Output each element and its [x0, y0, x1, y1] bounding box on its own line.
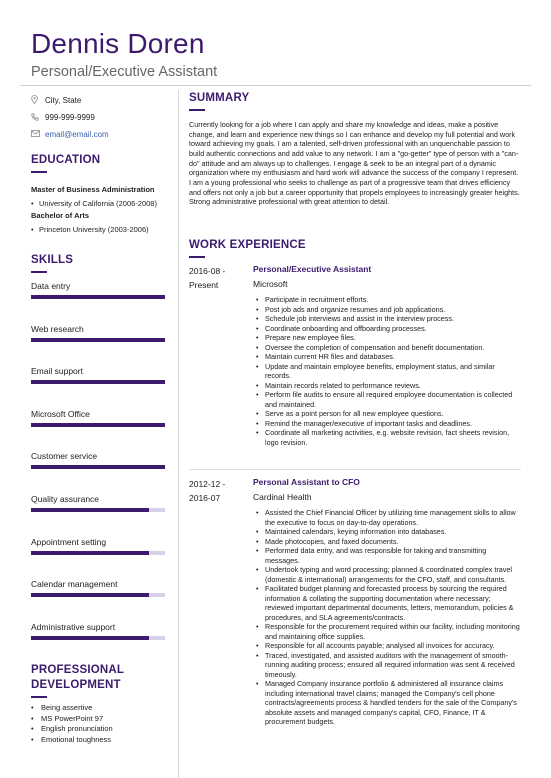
skill-level-bar	[31, 423, 165, 427]
skill-item	[31, 622, 167, 665]
job-dates	[189, 264, 247, 292]
skill-item	[31, 451, 167, 494]
education-section	[31, 154, 157, 234]
skill-level-fill	[31, 636, 149, 640]
header-divider	[20, 85, 531, 86]
job-bullet: • Coordinate onboarding and offboarding processes.	[265, 324, 521, 334]
skill-label: Email support	[31, 366, 83, 377]
job-bullet: • Maintain records related to performance reviews.	[265, 381, 521, 391]
education-school: • University of California (2006-2008)	[31, 199, 157, 208]
experience-heading-block	[189, 239, 306, 258]
job-bullet: • Perform file audits to ensure all required employee documentation is collected and maintained.	[265, 390, 521, 409]
skill-label: Web research	[31, 323, 84, 334]
location-pin-icon	[31, 95, 45, 106]
contact-email[interactable]	[31, 126, 167, 143]
skill-level-fill	[31, 508, 149, 512]
pd-item: • MS PowerPoint 97	[31, 714, 124, 725]
candidate-name: Dennis Doren	[31, 28, 205, 59]
job-bullet: • Maintain current HR files and databases.	[265, 352, 521, 362]
skill-item	[31, 494, 167, 537]
professional-development-section	[31, 664, 124, 745]
skill-level-fill	[31, 593, 149, 597]
skill-level-bar	[31, 636, 165, 640]
job-bullet: • Serve as a point person for all new employee questions.	[265, 409, 521, 419]
job-bullet: • Responsible for the procurement required within our facility, including monitoring and maintaining office supplies.	[265, 622, 521, 641]
skill-level-fill	[31, 295, 165, 299]
email-link[interactable]: email@email.com	[45, 130, 109, 139]
job-bullet: • Responsible for all accounts payable; analysed all invoices for accuracy.	[265, 641, 521, 651]
job-bullet: • Coordinate all marketing activities, e.g. website revision, fact sheets revision, logo revision.	[265, 428, 521, 447]
candidate-title: Personal/Executive Assistant	[31, 64, 218, 80]
job-bullet: • Oversee the completion of compensation and benefit documentation.	[265, 343, 521, 353]
experience-heading: WORK EXPERIENCE	[189, 239, 306, 251]
job-dates	[189, 477, 247, 505]
phone-icon	[31, 113, 45, 123]
skill-level-bar	[31, 380, 165, 384]
skill-item	[31, 366, 167, 409]
job-bullets	[265, 295, 521, 447]
education-degree: Bachelor of Arts	[31, 211, 90, 220]
education-degree: Master of Business Administration	[31, 185, 155, 194]
skill-level-fill	[31, 423, 165, 427]
pd-item: • Being assertive	[31, 703, 124, 714]
education-heading: EDUCATION	[31, 154, 101, 166]
job-title: Personal Assistant to CFO	[253, 477, 360, 487]
skill-label: Appointment setting	[31, 536, 107, 547]
skill-level-fill	[31, 338, 165, 342]
education-school: • Princeton University (2003-2006)	[31, 225, 157, 234]
job-bullets	[265, 508, 521, 727]
skill-label: Calendar management	[31, 579, 118, 590]
job-date-start: 2016-08 -	[189, 266, 226, 276]
contact-location	[31, 92, 167, 109]
skill-level-bar	[31, 465, 165, 469]
heading-underline	[189, 256, 205, 258]
job-bullet: • Schedule job interviews and assist in the interview process.	[265, 314, 521, 324]
job-bullet: • Maintained calendars, keying information into databases.	[265, 527, 521, 537]
job-bullet: • Prepare new employee files.	[265, 333, 521, 343]
job-bullet: • Remind the manager/executive of important tasks and deadlines.	[265, 419, 521, 429]
job-separator	[189, 469, 521, 470]
heading-underline	[31, 171, 47, 173]
job-bullet: • Participate in recruitment efforts.	[265, 295, 521, 305]
pd-heading-line2: DEVELOPMENT	[31, 679, 121, 691]
pd-heading-line1: PROFESSIONAL	[31, 664, 125, 676]
skill-label: Quality assurance	[31, 493, 100, 504]
skill-level-fill	[31, 465, 165, 469]
skill-level-bar	[31, 295, 165, 299]
contact-phone	[31, 109, 167, 126]
pd-item: • Emotional toughness	[31, 735, 124, 746]
heading-underline	[31, 271, 47, 273]
skill-level-bar	[31, 593, 165, 597]
job-company: Cardinal Health	[253, 492, 312, 502]
column-divider	[178, 90, 179, 778]
skill-level-bar	[31, 338, 165, 342]
job-bullet: • Assisted the Chief Financial Officer by utilizing time management skills to allow the executive to focus on day-to-day operations.	[265, 508, 521, 527]
heading-underline	[31, 696, 47, 698]
job-title: Personal/Executive Assistant	[253, 264, 372, 274]
skill-level-bar	[31, 508, 165, 512]
pd-list	[31, 703, 124, 745]
job-bullet: • Traced, investigated, and assisted auditors with the management of smooth-running auditing process; ensured all required information was sent & received timeously.	[265, 651, 521, 680]
skill-level-bar	[31, 551, 165, 555]
skill-item	[31, 324, 167, 367]
skill-label: Data entry	[31, 281, 71, 291]
right-column	[189, 92, 521, 726]
skill-item	[31, 579, 167, 622]
job-date-end: Present	[189, 280, 219, 290]
skills-section	[31, 254, 167, 664]
job-bullet: • Post job ads and organize resumes and job applications.	[265, 305, 521, 315]
job-bullet: • Facilitated budget planning and forecasted process by sourcing the required information & collating the supporting documentation where necessary; reviewed important departmental documents, letters, memorandum, policies & procedures, and SLA agreements/contracts.	[265, 584, 521, 622]
phone-text: 999-999-9999	[45, 113, 95, 122]
skill-level-fill	[31, 551, 149, 555]
job-bullet: • Managed Company insurance portfolio & administered all insurance claims including international travel claims; managed the Company's cell phone contracts/agreements process & handled tenders for the sale of the Company's absolute assets and managed company's capital, CFO, Finance, IT & procurement budgets.	[265, 679, 521, 727]
left-column	[31, 92, 167, 744]
location-text: City, State	[45, 96, 82, 105]
heading-underline	[189, 109, 205, 111]
job-bullet: • Made photocopies, and faxed documents.	[265, 537, 521, 547]
skill-level-fill	[31, 380, 165, 384]
job-date-start: 2012-12 -	[189, 479, 226, 489]
skill-item	[31, 281, 167, 324]
skill-label: Microsoft Office	[31, 408, 90, 419]
pd-item: • English pronunciation	[31, 724, 124, 735]
skill-item	[31, 537, 167, 580]
skill-label: Administrative support	[31, 621, 116, 632]
skill-item	[31, 409, 167, 452]
envelope-icon	[31, 130, 45, 139]
job-bullet: • Performed data entry, and was responsible for taking and transmitting messages.	[265, 546, 521, 565]
job-date-end: 2016-07	[189, 493, 221, 503]
job-bullet: • Update and maintain employee benefits, employment status, and similar records.	[265, 362, 521, 381]
summary-text: Currently looking for a job where I can apply and share my knowledge and ideas, make a positive change, and learn and experience new things so I can enhance and develop my full potential and work toward achieving my goals. I am a talented, self-driven professional with an unquenchable passion to build authentic connections and add value to any network. I am a "go-getter" type of person with a "can-do" attitude and am always up to challenges. I engage & seek to be an integral part of a dynamic organization where my enthusiasm and hard work will advance the success of the company I represent. I am a young professional who seeks to challenge as part of a progressive team that drives efficiency and offers not only a job but a career opportunity that propels employees to increasingly greater heights. Strong administrative professional with great attention to detail.	[189, 120, 520, 207]
job-bullet: • Undertook typing and word processing; planned & coordinated complex travel (domestic & international) arrangements for the CFO, staff, and consultants.	[265, 565, 521, 584]
skill-label: Customer service	[31, 451, 98, 462]
job-company: Microsoft	[253, 279, 288, 289]
summary-heading: SUMMARY	[189, 92, 250, 104]
skills-heading: SKILLS	[31, 254, 74, 266]
skills-list	[31, 281, 167, 664]
